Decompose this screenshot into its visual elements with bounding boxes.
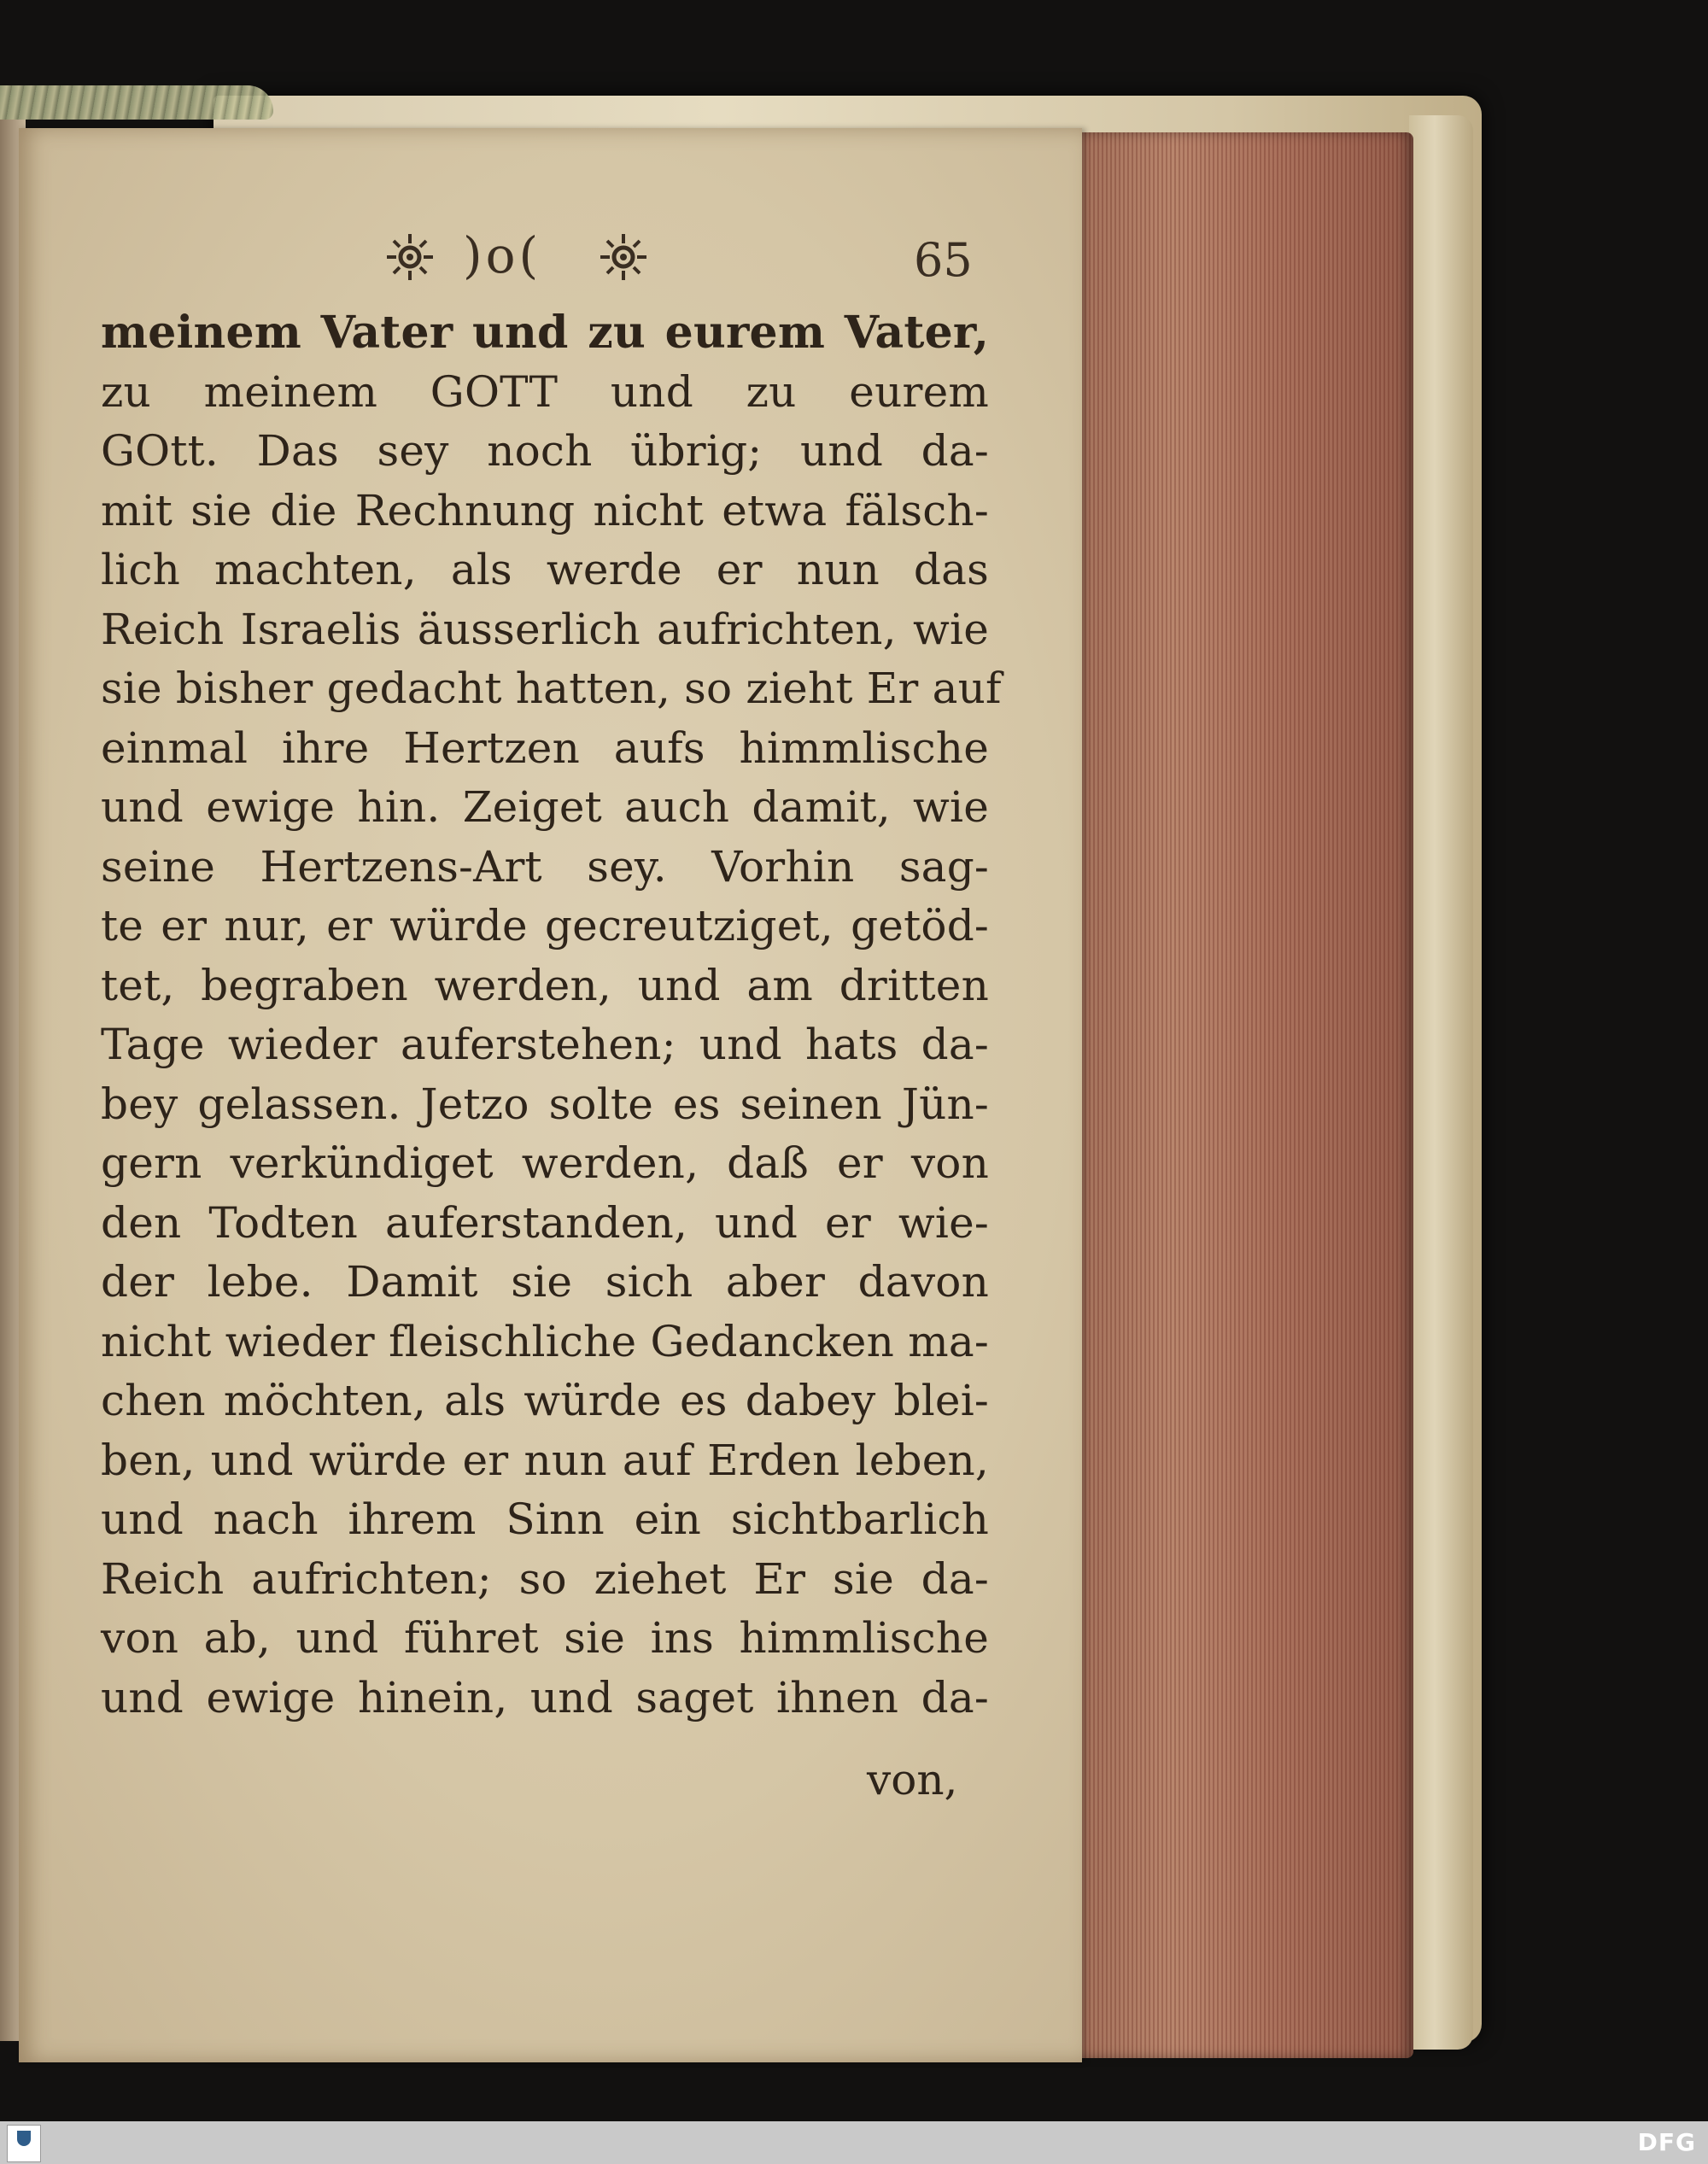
text-line: seine Hertzens-Art sey. Vorhin sag- [101,841,989,892]
text-line: GOtt. Das sey noch übrig; und da- [101,426,989,476]
running-head-center: )o( [463,226,542,284]
text-line: Tage wieder auferstehen; und hats da- [101,1020,989,1069]
text-line: Reich Israelis äusserlich aufrichten, wie [101,604,989,654]
text-line: von ab, und führet sie ins himmlische [101,1613,989,1663]
text-line: zu meinem GOTT und zu eurem [101,366,989,417]
text-line: tet, begraben werden, und am dritten [101,960,989,1010]
text-line: und nach ihrem Sinn ein sichtbarlich [101,1494,989,1544]
text-line: den Todten auferstanden, und er wie- [101,1197,989,1248]
text-line: meinem Vater und zu eurem Vater, [101,307,989,359]
text-line: chen möchten, als würde es dabey blei- [101,1376,989,1425]
shield-icon [17,2131,31,2146]
catchword: von, [867,1755,958,1804]
text-line: der lebe. Damit sie sich aber davon [101,1257,989,1307]
text-line: gern verkündiget werden, daß er von [101,1138,989,1188]
text-line: nicht wieder fleischliche Gedancken ma- [101,1316,989,1366]
page-number: 65 [914,233,973,287]
text-line: lich machten, als werde er nun das [101,545,989,594]
viewer-footer-bar [0,2121,1708,2164]
page-block-fore-edge [1072,132,1413,2058]
text-line: ben, und würde er nun auf Erden leben, [101,1435,989,1485]
back-cover-edge [1409,115,1473,2050]
text-line: bey gelassen. Jetzo solte es seinen Jün- [101,1079,989,1129]
text-line: Reich aufrichten; so ziehet Er sie da- [101,1553,989,1604]
text-line: mit sie die Rechnung nicht etwa fälsch- [101,485,989,535]
text-line: und ewige hinein, und saget ihnen da- [101,1672,989,1722]
sun-ornament-icon [384,231,436,283]
text-line: einmal ihre Hertzen aufs himmlische [101,722,989,773]
running-head [367,226,982,295]
text-line: te er nur, er würde gecreutziget, getöd- [101,901,989,950]
sun-ornament-icon [598,231,649,283]
text-line: sie bisher gedacht hatten, so zieht Er auf [101,664,1002,713]
library-shield-logo-icon[interactable] [7,2125,41,2162]
text-line: und ewige hin. Zeiget auch damit, wie [101,782,989,832]
headband [0,85,273,120]
dfg-label: DFG [1637,2128,1696,2156]
body-text [101,303,1002,1728]
